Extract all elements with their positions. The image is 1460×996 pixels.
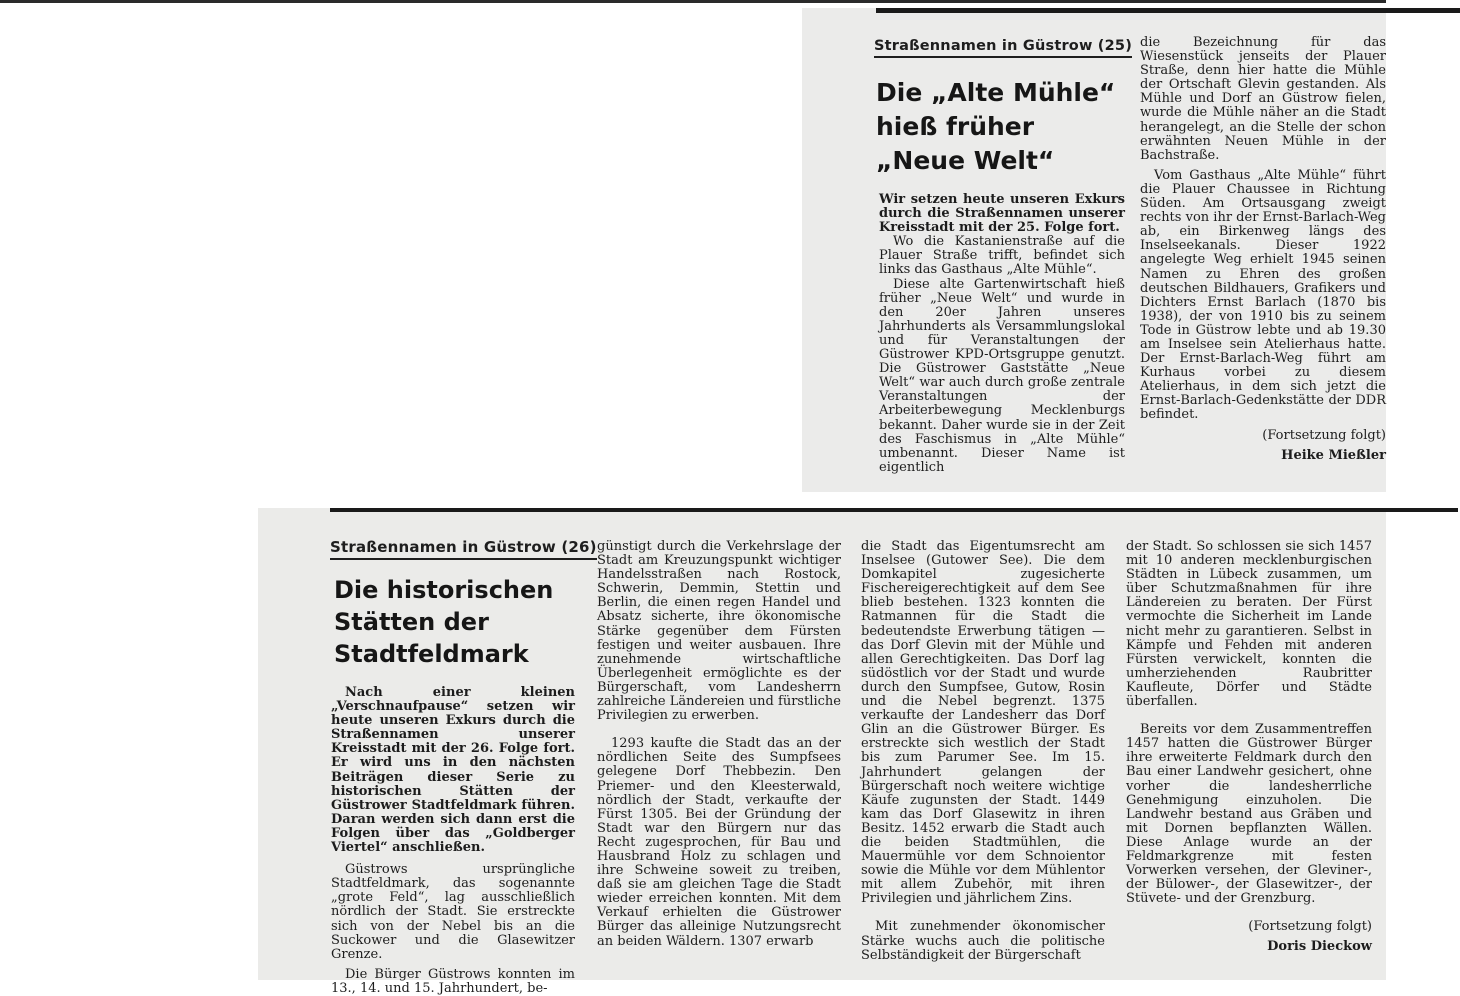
article-26-column-4 (1126, 540, 1372, 955)
headline-line: Die historischen (334, 576, 554, 604)
article-26-kicker: Straßennamen in Güstrow (26) (330, 538, 597, 560)
paragraph: Mit zunehmender ökonomischer Stärke wuchs auch die politische Selbständigkeit der Bürgerschaft (861, 919, 1105, 963)
headline-line: Stätten der (334, 608, 489, 636)
scan-top-edge (0, 0, 1386, 3)
headline-line: hieß früher (876, 112, 1035, 141)
article-25-kicker: Straßennamen in Güstrow (25) (874, 38, 1132, 58)
paragraph: Bereits vor dem Zusammentreffen 1457 hatten die Güstrower Bürger ihre erweiterte Feldmark durch den Bau einer Landwehr gesichert, ohne vorher die landesherrliche Genehmigung einzuholen. Die Landwehr bestand aus Gräben und mit Dornen bepflanzten Wällen. Diese Anlage wurde an der Feldmarkgrenze mit festen Vorwerken versehen, der Gleviner-, der Bülower-, der Glasewitzer-, der Stüvete- und der Grenzburg. (1126, 722, 1372, 907)
article-25-column-2 (1140, 36, 1386, 463)
article-26-column-1 (331, 686, 575, 996)
article-26-continued: (Fortsetzung folgt) (1248, 919, 1372, 935)
article-25-lead: Wir setzen heute unseren Exkurs durch die Straßennamen unserer Kreisstadt mit der 25. Folge fort. (879, 192, 1125, 236)
article-25-column-1 (879, 193, 1125, 475)
article-25-clipping (802, 8, 1386, 492)
article-26-lead: Nach einer kleinen „Verschnaufpause“ setzen wir heute unseren Exkurs durch die Straßennamen unserer Kreisstadt mit der 26. Folge fort. Er wird uns in den nächsten Beiträgen dieser Serie zu historischen Stätten der Güstrower Stadtfeldmark führen. Daran werden sich dann erst die Folgen über das „Goldberger Viertel“ anschließen. (331, 685, 575, 856)
article-26-column-3 (861, 540, 1105, 963)
paragraph: Diese alte Gartenwirtschaft hieß früher „Neue Welt“ und wurde in den 20er Jahren unseres Jahrhunderts als Versammlungslokal und für Veranstaltungen der Güstrower KPD-Ortsgruppe genutzt. Die Güstrower Gaststätte „Neue Welt“ war auch durch große zentrale Veranstaltungen der Arbeiterbewegung Mecklenburgs bekannt. Daher wurde sie in der Zeit des Faschismus in „Alte Mühle“ umbenannt. Dieser Name ist eigentlich (879, 276, 1125, 475)
paragraph: Wo die Kastanienstraße auf die Plauer Straße trifft, befindet sich links das Gasthaus „Alte Mühle“. (879, 234, 1125, 278)
article-26-clipping (258, 508, 1386, 996)
top-rule (330, 508, 1458, 512)
headline-line: Die „Alte Mühle“ (876, 78, 1116, 107)
article-25-headline (876, 76, 1115, 178)
paragraph: günstigt durch die Verkehrslage der Stadt am Kreuzungspunkt wichtiger Handelsstraßen nach Rostock, Schwerin, Demmin, Stettin und Berlin, die einen regen Handel und Absatz sicherte, ihre ökonomische Stärke gegenüber dem Fürsten festigen und weiter ausbauen. Ihre zunehmende wirtschaftliche Überlegenheit ermöglichte es der Bürgerschaft, vom Landesherrn zahlreiche Ländereien und fürstliche Privilegien zu erwerben. (597, 539, 841, 724)
paragraph: 1293 kaufte die Stadt das an der nördlichen Seite des Sumpfsees gelegene Dorf Thebbezin. Den Priemer- und den Kleesterwald, nördlich der Stadt, verkaufte der Fürst 1305. Bei der Gründung der Stadt war den Bürgern nur das Recht zugesprochen, für Bau und Hausbrand Holz zu schlagen und ihre Schweine soweit zu treiben, daß sie am gleichen Tage die Stadt wieder erreichen konnten. Mit dem Verkauf erhielten die Güstrower Bürger das alleinige Nutzungsrecht an beiden Wäldern. 1307 erwarb (597, 736, 841, 949)
article-26-author: Doris Dieckow (1267, 939, 1372, 955)
paragraph: Güstrows ursprüngliche Stadtfeldmark, das sogenannte „grote Feld“, lag ausschließlich nördlich der Stadt. Sie erstreckte sich von der Nebel bis an die Suckower und die Glasewitzer Grenze. (331, 862, 575, 962)
paragraph: Die Bürger Güstrows konnten im 13., 14. und 15. Jahrhundert, be- (331, 966, 575, 996)
paragraph: die Bezeichnung für das Wiesenstück jenseits der Plauer Straße, denn hier hatte die Mühle der Ortschaft Glevin gestanden. Als Mühle und Dorf an Güstrow fielen, wurde die Mühle näher an die Stadt herangelegt, an die Stelle der schon erwähnten Neuen Mühle in der Bachstraße. (1140, 35, 1386, 163)
top-rule (876, 8, 1460, 13)
headline-line: Stadtfeldmark (334, 640, 529, 668)
article-25-continued: (Fortsetzung folgt) (1262, 427, 1386, 443)
headline-line: „Neue Welt“ (876, 146, 1055, 175)
article-26-column-2 (597, 540, 841, 949)
paragraph: der Stadt. So schlossen sie sich 1457 mit 10 anderen mecklenburgischen Städten in Lübeck zusammen, um über Schutzmaßnahmen für ihre Ländereien zu beraten. Der Fürst vermochte die Sicherheit im Lande nicht mehr zu garantieren. Selbst in Kämpfe und Fehden mit anderen Fürsten verwickelt, konnten die umherziehenden Raubritter Kaufleute, Dörfer und Städte überfallen. (1126, 539, 1372, 710)
paragraph: Vom Gasthaus „Alte Mühle“ führt die Plauer Chaussee in Richtung Süden. Am Ortsausgang zweigt rechts von ihr der Ernst-Barlach-Weg ab, ein Birkenweg längs des Inselseekanals. Dieser 1922 angelegte Weg erhielt 1945 seinen Namen zu Ehren des großen deutschen Bildhauers, Grafikers und Dichters Ernst Barlach (1870 bis 1938), der von 1910 bis zu seinem Tode in Güstrow lebte und ab 19.30 am Inselsee sein Atelierhaus hatte. Der Ernst-Barlach-Weg führt am Kurhaus vorbei zu diesem Atelierhaus, in dem sich jetzt die Ernst-Barlach-Gedenkstätte der DDR befindet. (1140, 167, 1386, 423)
article-26-headline (334, 574, 553, 670)
paragraph: die Stadt das Eigentumsrecht am Inselsee (Gutower See). Die dem Domkapitel zugesicherte Fischereigerechtigkeit auf dem See blieb bestehen. 1323 konnten die Ratmannen für die Stadt die bedeutendste Erwerbung tätigen — das Dorf Glevin mit der Mühle und allen Gerechtigkeiten. Das Dorf lag südöstlich vor der Stadt und wurde durch den Sumpfsee, Gutow, Rosin und die Nebel begrenzt. 1375 verkaufte der Landesherr das Dorf Glin an die Güstrower Bürger. Es erstreckte sich westlich der Stadt bis zum Parumer See. Im 15. Jahrhundert gelangen der Bürgerschaft noch weitere wichtige Käufe zugunsten der Stadt. 1449 kam das Dorf Glasewitz in ihren Besitz. 1452 erwarb die Stadt auch die beiden Stadtmühlen, die Mauermühle vor dem Schnoientor sowie die Mühle vor dem Mühlentor mit allem Zubehör, mit ihren Privilegien und jährlichem Zins. (861, 539, 1105, 907)
article-25-author: Heike Mießler (1281, 447, 1386, 463)
